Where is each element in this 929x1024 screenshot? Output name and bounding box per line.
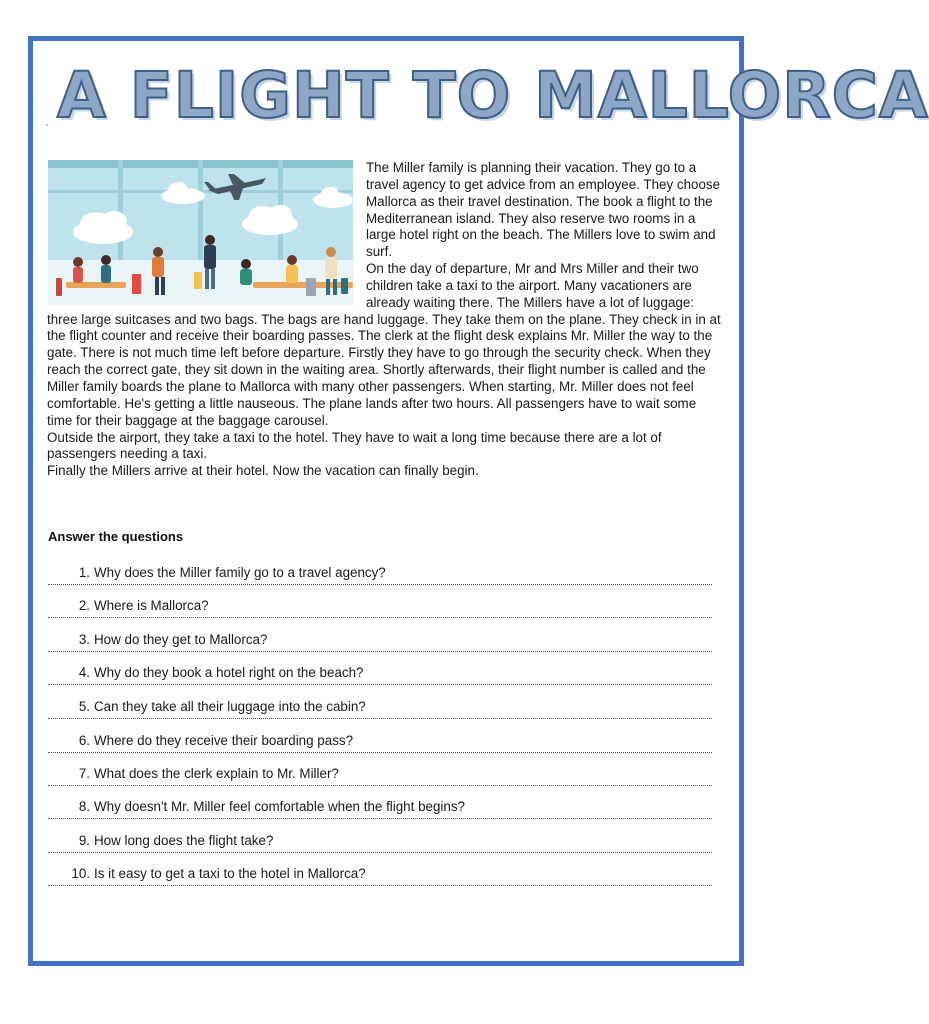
question-item (48, 833, 716, 867)
stray-mark: ´ (46, 124, 50, 135)
questions-heading: Answer the questions (48, 529, 184, 544)
question-item (48, 598, 716, 632)
answer-line[interactable] (48, 818, 712, 819)
question-item (48, 632, 716, 666)
answer-line[interactable] (48, 718, 712, 719)
answer-line[interactable] (48, 684, 712, 685)
question-item (48, 565, 716, 599)
answer-line[interactable] (48, 617, 712, 618)
question-text: How do they get to Mallorca? (94, 632, 268, 647)
question-number: 9. (78, 833, 90, 848)
answer-line[interactable] (48, 885, 712, 886)
question-number: 10. (71, 866, 90, 881)
question-item (48, 866, 716, 900)
question-number: 7. (78, 766, 90, 781)
question-item (48, 665, 716, 699)
question-text: Why doesn't Mr. Miller feel comfortable when the flight begins? (94, 799, 465, 814)
question-text: Where is Mallorca? (94, 598, 209, 613)
story-paragraph-1: The Miller family is planning their vacation. They go to a travel agency to get advice from an employee. They choose Mallorca as their travel destination. The book a flight to the Mediterranean island. They also reserve two rooms in a large hotel right on the beach. The Millers love to swim and surf. (366, 160, 721, 260)
answer-line[interactable] (48, 651, 712, 652)
question-item (48, 766, 716, 800)
question-item (48, 799, 716, 833)
answer-line[interactable] (48, 752, 712, 753)
question-number: 3. (78, 632, 90, 647)
answer-line[interactable] (48, 852, 712, 853)
question-number: 6. (78, 733, 90, 748)
story-paragraph-4: Finally the Millers arrive at their hotel. Now the vacation can finally begin. (47, 463, 479, 479)
question-text: Why does the Miller family go to a travel agency? (94, 565, 386, 580)
question-text: Is it easy to get a taxi to the hotel in Mallorca? (94, 866, 366, 881)
question-text: Where do they receive their boarding pass? (94, 733, 354, 748)
worksheet-title: A FLIGHT TO MALLORCA (57, 59, 929, 132)
question-text: Can they take all their luggage into the cabin? (94, 699, 366, 714)
question-number: 2. (78, 598, 90, 613)
question-item (48, 733, 716, 767)
question-number: 1. (78, 565, 90, 580)
question-text: What does the clerk explain to Mr. Miller? (94, 766, 339, 781)
question-text: Why do they book a hotel right on the beach? (94, 665, 364, 680)
story-paragraph-3: Outside the airport, they take a taxi to the hotel. They have to wait a long time because there are a lot of passengers needing a taxi. (47, 429, 662, 462)
question-number: 4. (78, 665, 90, 680)
question-item (48, 699, 716, 733)
answer-line[interactable] (48, 785, 712, 786)
question-number: 8. (78, 799, 90, 814)
answer-line[interactable] (48, 584, 712, 585)
question-number: 5. (78, 699, 90, 714)
airport-waiting-hall-illustration (48, 160, 353, 305)
question-text: How long does the flight take? (94, 833, 274, 848)
story-paragraph-2: On the day of departure, Mr and Mrs Miller and their two children take a taxi to the airport. Many vacationers are already waiting there. The Millers have a lot of luggage: three large suitcases and two bags. The bags are hand luggage. They take them on the plane. They check in in at the flight counter and receive their boarding passes. The clerk at the flight desk explains Mr. Miller the way to the gate. There is not much time left before departure. Firstly they have to go through the security check. When they reach the correct gate, they sit down in the waiting area. Shortly afterwards, their flight number is called and the Miller family boards the plane to Mallorca with many other passengers. When starting, Mr. Miller does not feel comfortable. He's getting a little nauseous. The plane lands after two hours. All passengers have to wait some time for their baggage at the baggage carousel. (47, 261, 721, 428)
